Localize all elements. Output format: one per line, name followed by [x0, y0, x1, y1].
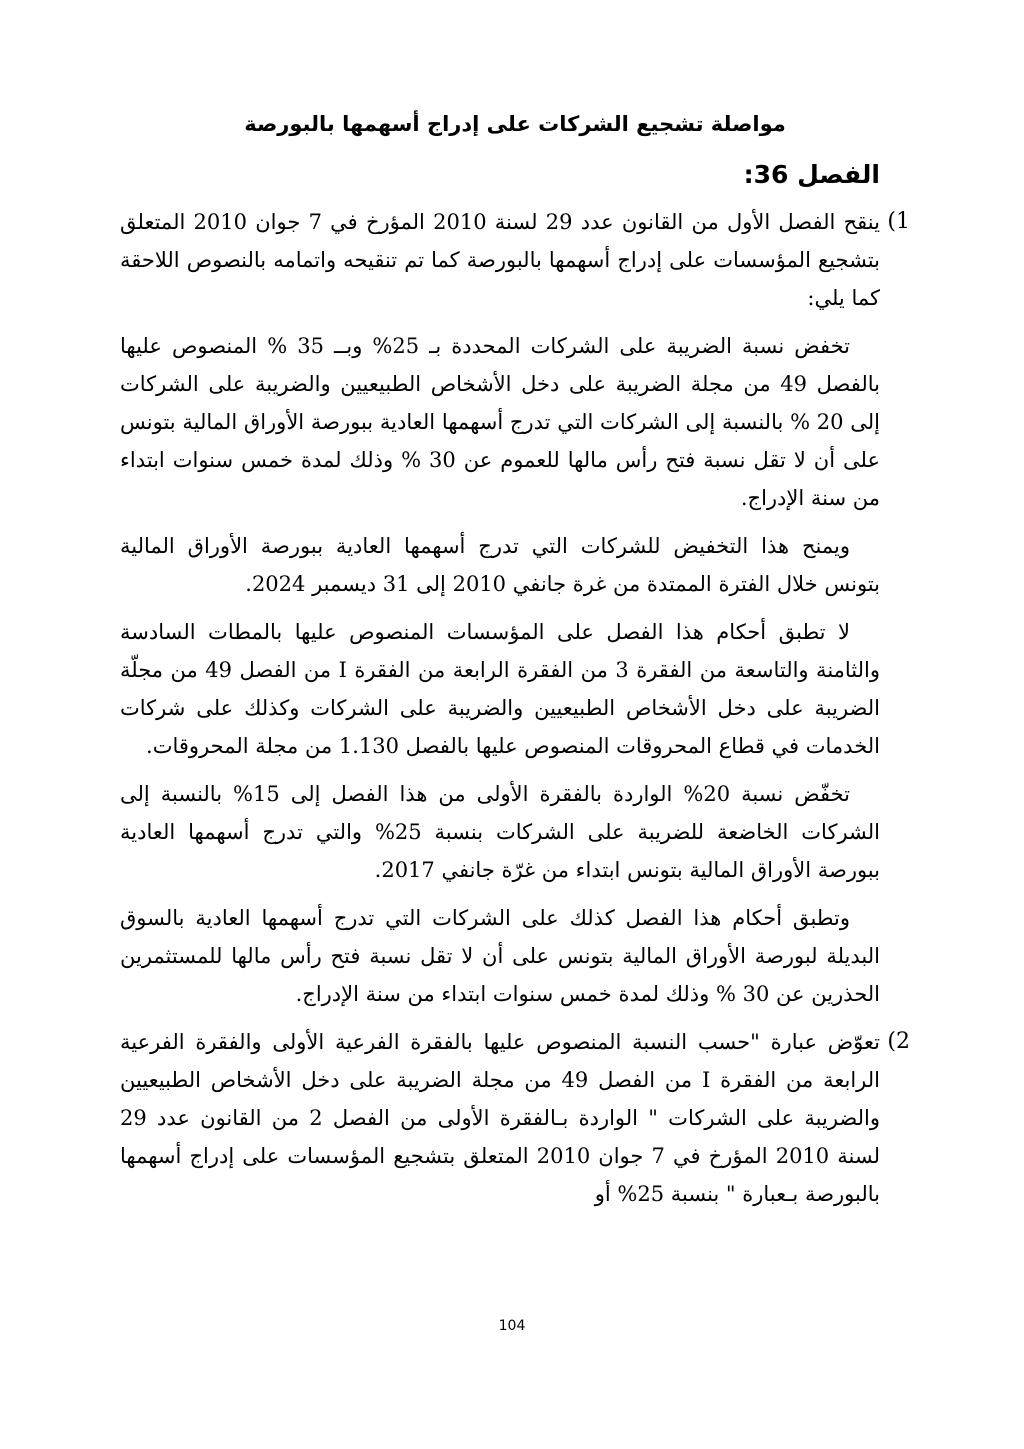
paragraph-1: تخفض نسبة الضريبة على الشركات المحددة بـ 25% وبــ 35 % المنصوص عليها بالفصل 49 من مجلة الضريبة على دخل الأشخاص الطبيعيين والضريبة على الشركات إلى 20 % بالنسبة إلى الشركات التي تدرج أسهمها العادية ببورصة الأوراق المالية بتونس على أن لا تقل نسبة فتح رأس مالها للعموم عن 30 % وذلك لمدة خمس سنوات ابتداء من سنة الإدراج.: [120, 334, 880, 510]
paragraph-2: ويمنح هذا التخفيض للشركات التي تدرج أسهمها العادية ببورصة الأوراق المالية بتونس خلال الفترة الممتدة من غرة جانفي 2010 إلى 31 ديسمبر 2024.: [120, 534, 880, 596]
list-item-number: 1): [887, 209, 910, 234]
list-item-text: تعوّض عبارة "حسب النسبة المنصوص عليها بالفقرة الفرعية الأولى والفقرة الفرعية الرابعة من الفقرة I من الفصل 49 من مجلة الضريبة على دخل الأشخاص الطبيعيين والضريبة على الشركات " الواردة بـالفقرة الأولى من الفصل 2 من القانون عدد 29 لسنة 2010 المؤرخ في 7 جوان 2010 المتعلق بتشجيع المؤسسات على إدراج أسهمها بالبورصة بـعبارة " بنسبة 25% أو: [120, 1030, 880, 1206]
list-item-text: ينقح الفصل الأول من القانون عدد 29 لسنة 2010 المؤرخ في 7 جوان 2010 المتعلق بتشجيع المؤسسات على إدراج أسهمها بالبورصة كما تم تنقيحه واتمامه بالنصوص اللاحقة كما يلي:: [120, 210, 880, 310]
article-heading: الفصل 36:: [743, 160, 880, 189]
list-item-2: [120, 1023, 910, 1213]
paragraph-5: وتطبق أحكام هذا الفصل كذلك على الشركات التي تدرج أسهمها العادية بالسوق البديلة لبورصة الأوراق المالية بتونس على أن لا تقل نسبة فتح رأس مالها للمستثمرين الحذرين عن 30 % وذلك لمدة خمس سنوات ابتداء من سنة الإدراج.: [120, 906, 880, 1006]
list-item-number: 2): [887, 1029, 910, 1054]
page-number: 104: [498, 1318, 526, 1334]
list-item-1: [120, 203, 910, 317]
section-title: مواصلة تشجيع الشركات على إدراج أسهمها بالبورصة: [244, 112, 786, 136]
document-body: [120, 112, 910, 1213]
paragraph-3: لا تطبق أحكام هذا الفصل على المؤسسات المنصوص عليها بالمطات السادسة والثامنة والتاسعة من الفقرة 3 من الفقرة الرابعة من الفقرة I من الفصل 49 من مجلّة الضريبة على دخل الأشخاص الطبيعيين والضريبة على الشركات وكذلك على شركات الخدمات في قطاع المحروقات المنصوص عليها بالفصل 1.130 من مجلة المحروقات.: [120, 620, 881, 758]
paragraph-4: تخفّض نسبة 20% الواردة بالفقرة الأولى من هذا الفصل إلى 15% بالنسبة إلى الشركات الخاضعة للضريبة على الشركات بنسبة 25% والتي تدرج أسهمها العادية ببورصة الأوراق المالية بتونس ابتداء من غرّة جانفي 2017.: [120, 782, 881, 882]
